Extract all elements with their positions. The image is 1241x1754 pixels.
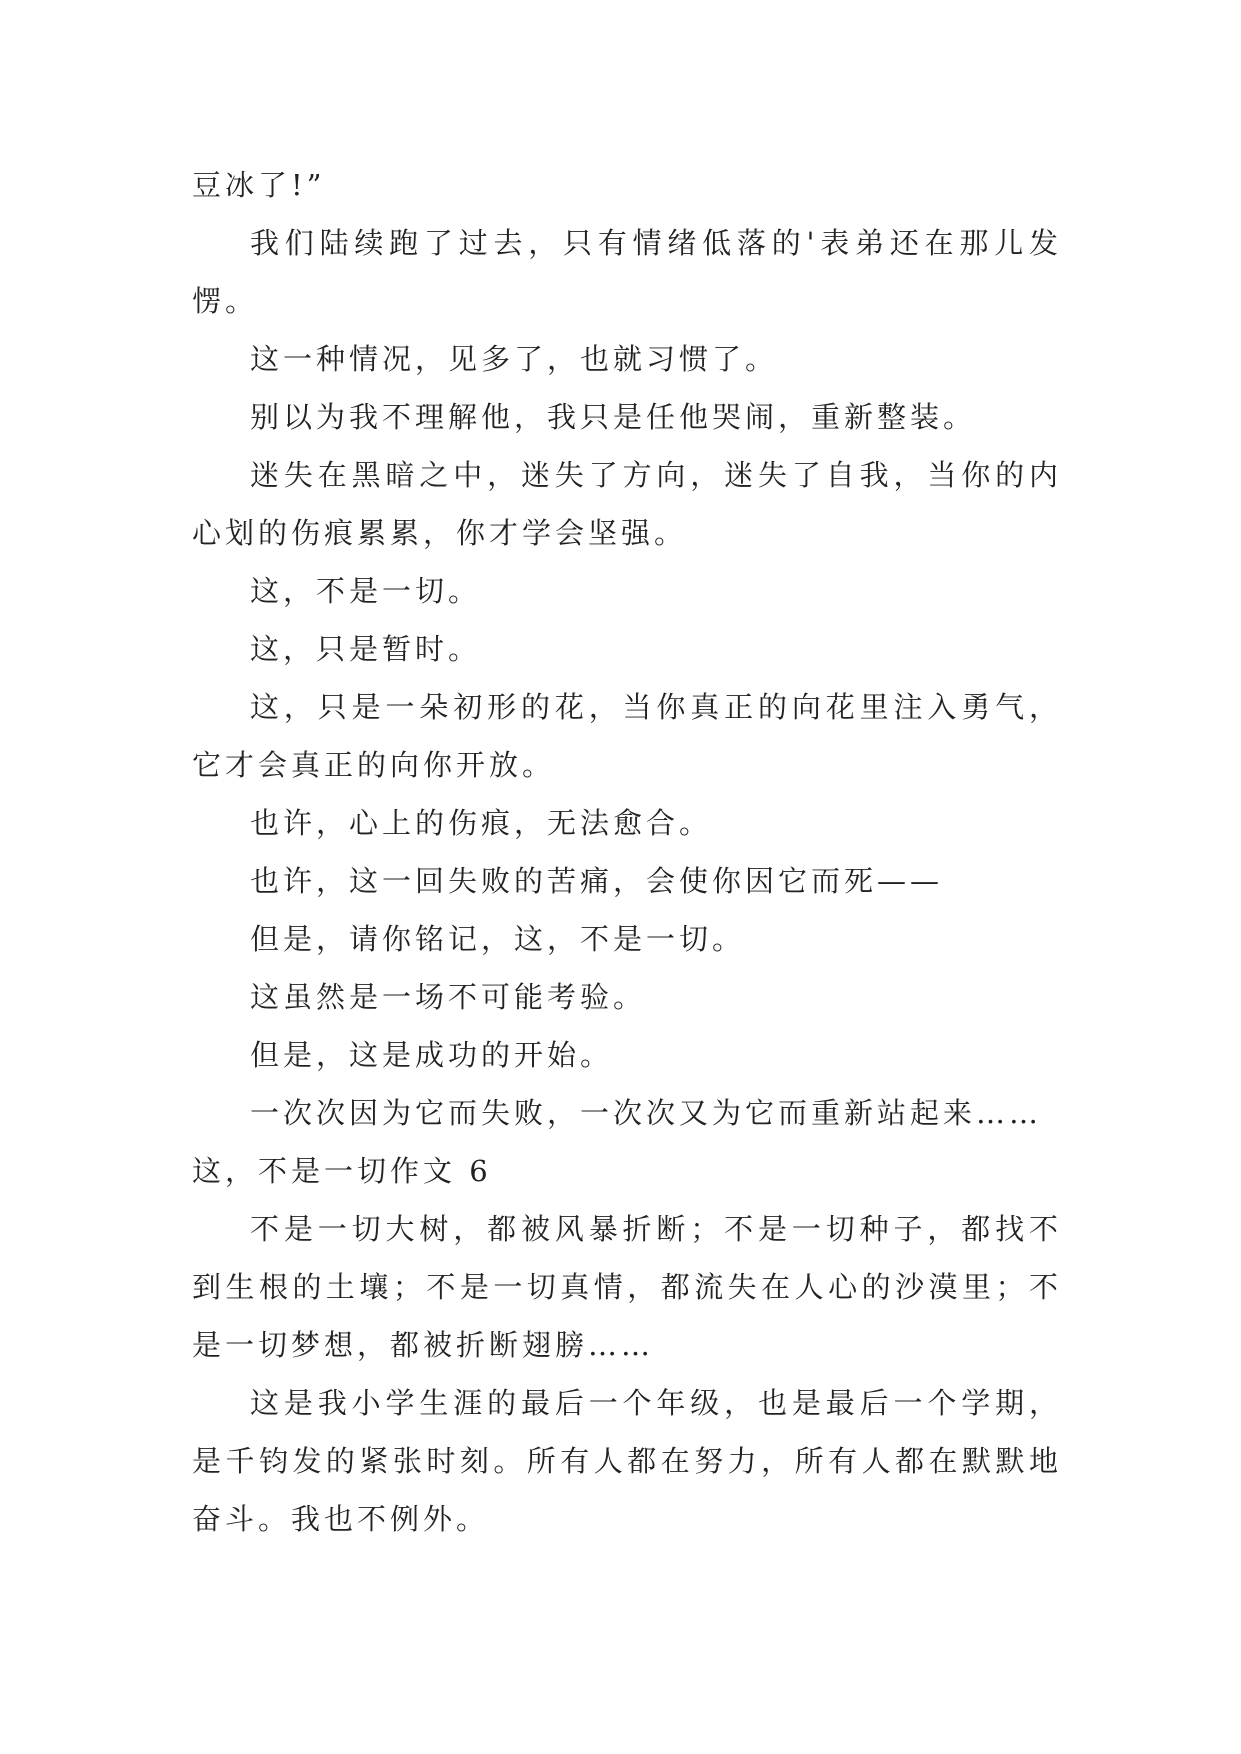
paragraph-10: 也许，这一回失败的苦痛，会使你因它而死—— — [250, 864, 944, 898]
paragraph-9: 也许，心上的伤痕，无法愈合。 — [250, 806, 713, 840]
paragraph-16: 不是一切大树，都被风暴折断；不是一切种子，都找不到生根的土壤；不是一切真情，都流失在人心的沙漠里；不是一切梦想，都被折断翅膀…… — [192, 1212, 1062, 1362]
paragraph-11: 但是，请你铭记，这，不是一切。 — [250, 922, 746, 956]
paragraph-8: 这，只是一朵初形的花，当你真正的向花里注入勇气，它才会真正的向你开放。 — [192, 690, 1062, 782]
paragraph-14: 一次次因为它而失败，一次次又为它而重新站起来…… — [250, 1096, 1043, 1130]
paragraph-6: 这，不是一切。 — [250, 574, 482, 608]
paragraph-7: 这，只是暂时。 — [250, 632, 482, 666]
paragraph-1: 豆冰了!” — [192, 168, 326, 202]
paragraph-12: 这虽然是一场不可能考验。 — [250, 980, 647, 1014]
paragraph-4: 别以为我不理解他，我只是任他哭闹，重新整装。 — [250, 400, 977, 434]
document-body — [192, 156, 1062, 1548]
paragraph-17: 这是我小学生涯的最后一个年级，也是最后一个学期，是千钧发的紧张时刻。所有人都在努力，所有人都在默默地奋斗。我也不例外。 — [192, 1386, 1062, 1536]
section-heading: 这，不是一切作文 6 — [192, 1154, 492, 1188]
paragraph-13: 但是，这是成功的开始。 — [250, 1038, 614, 1072]
paragraph-3: 这一种情况，见多了，也就习惯了。 — [250, 342, 779, 376]
paragraph-2: 我们陆续跑了过去，只有情绪低落的'表弟还在那儿发愣。 — [192, 226, 1062, 318]
paragraph-5: 迷失在黑暗之中，迷失了方向，迷失了自我，当你的内心划的伤痕累累，你才学会坚强。 — [192, 458, 1062, 550]
